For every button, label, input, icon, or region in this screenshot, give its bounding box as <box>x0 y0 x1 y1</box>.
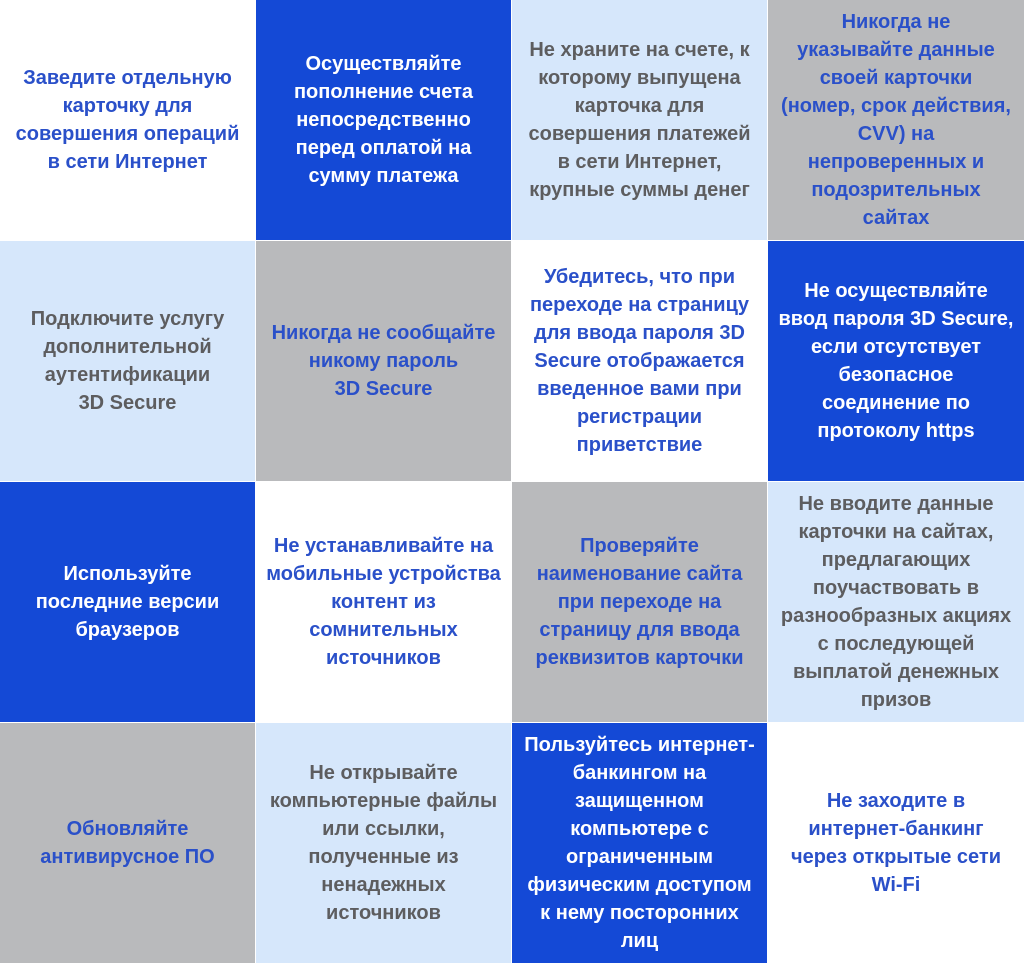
tip-tile-5 <box>0 241 256 482</box>
tip-tile-10 <box>256 482 512 723</box>
tip-tile-1 <box>0 0 256 241</box>
tip-tile-6 <box>256 241 512 482</box>
tip-tile-7 <box>512 241 768 482</box>
tip-text-12: Не вводите данные карточки на сайтах, предлагающих поучаствовать в разнообразных акциях с последующей выплатой денежных призов <box>780 493 1012 711</box>
tip-text-13: Обновляйте антивирусное ПО <box>40 818 215 868</box>
tip-tile-11 <box>512 482 768 723</box>
tip-text-9: Используйте последние версии браузеров <box>35 563 220 641</box>
tip-text-4: Никогда не указывайте данные своей карточки (номер, срок действия, CVV) на непроверенных и подозрительных сайтах <box>781 11 1011 229</box>
tip-tile-15 <box>512 723 768 963</box>
tip-tile-2 <box>256 0 512 241</box>
tip-tile-3 <box>512 0 768 241</box>
tip-text-16: Не заходите в интернет-банкинг через открытые сети Wi-Fi <box>790 790 1002 896</box>
tip-tile-16 <box>768 723 1024 963</box>
tip-tile-9 <box>0 482 256 723</box>
tip-tile-12 <box>768 482 1024 723</box>
tip-text-2: Осуществляйте пополнение счета непосредственно перед оплатой на сумму платежа <box>293 53 474 187</box>
tip-tile-4 <box>768 0 1024 241</box>
tip-tile-14 <box>256 723 512 963</box>
tip-text-3: Не храните на счете, к которому выпущена карточка для совершения платежей в сети Интернет, крупные суммы денег <box>528 39 751 201</box>
tip-text-10: Не устанавливайте на мобильные устройства контент из сомнительных источников <box>266 535 501 669</box>
tip-text-5: Подключите услугу дополнительной аутентификации 3D Secure <box>30 308 225 414</box>
tip-text-8: Не осуществляйте ввод пароля 3D Secure, если отсутствует безопасное соединение по протоколу https <box>778 280 1014 442</box>
tip-tile-13 <box>0 723 256 963</box>
tip-text-14: Не открывайте компьютерные файлы или ссылки, полученные из ненадежных источников <box>269 762 498 924</box>
tip-text-7: Убедитесь, что при переходе на страницу для ввода пароля 3D Secure отображается введенное вами при регистрации приветствие <box>529 266 750 456</box>
tip-text-6: Никогда не сообщайте никому пароль 3D Secure <box>271 322 496 400</box>
tip-text-1: Заведите отдельную карточку для совершения операций в сети Интернет <box>15 67 240 173</box>
tip-text-15: Пользуйтесь интернет- банкингом на защищенном компьютере с ограниченным физическим доступом к нему посторонних лиц <box>524 734 755 952</box>
tip-tile-8 <box>768 241 1024 482</box>
tip-text-11: Проверяйте наименование сайта при переходе на страницу для ввода реквизитов карточки <box>535 535 744 669</box>
